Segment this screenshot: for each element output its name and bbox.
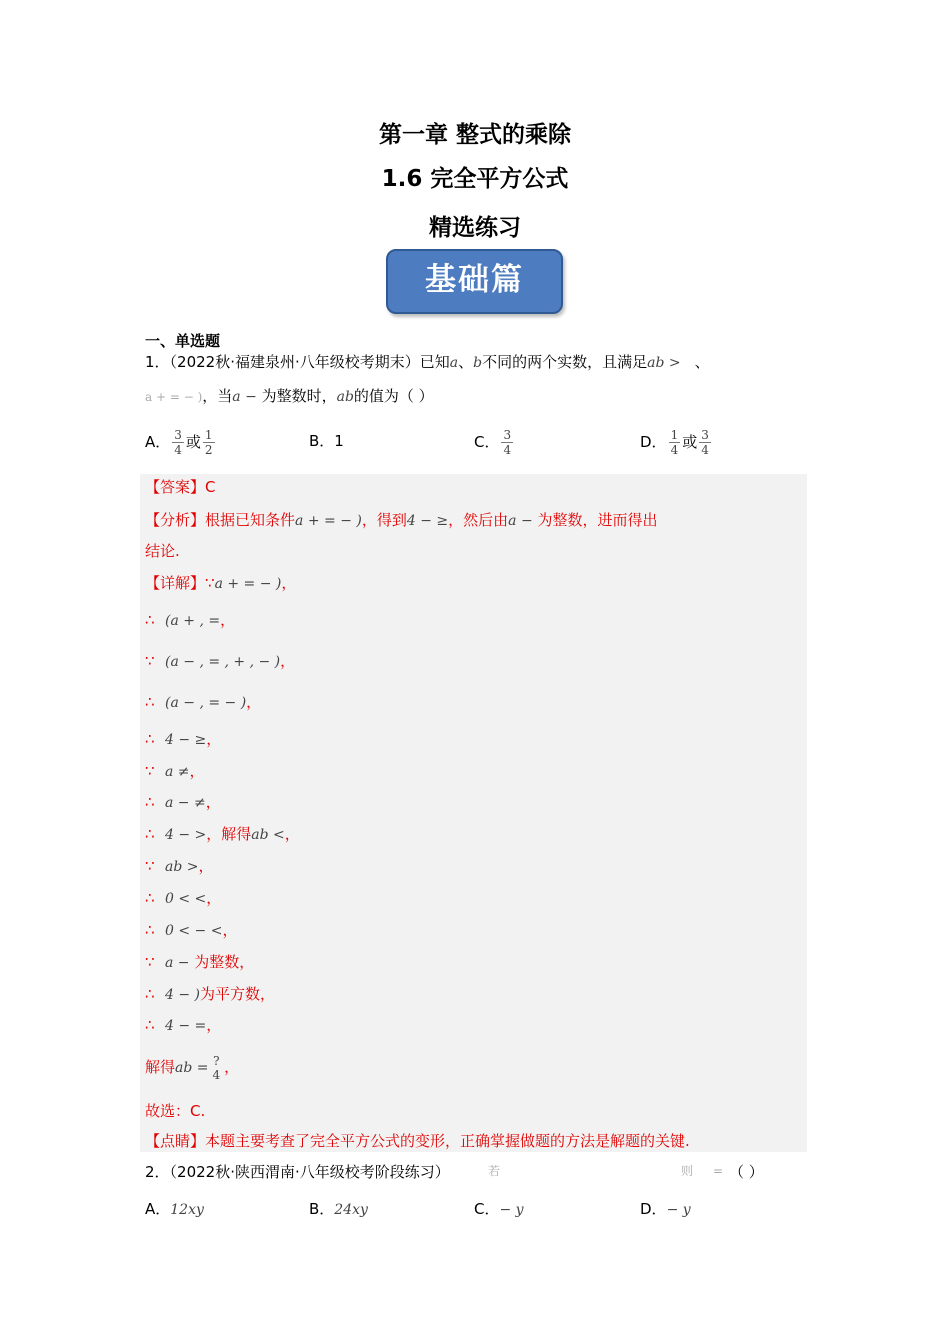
question-1-line-1 — [145, 352, 710, 373]
math-expression: ab > — [165, 859, 199, 875]
step-symbol: ∴ — [145, 921, 155, 939]
section-title: 1.6 完全平方公式 — [381, 166, 569, 192]
fraction — [501, 428, 513, 457]
step-text: ， — [206, 1016, 222, 1034]
math-expression: b — [473, 355, 483, 371]
solution-step — [145, 610, 235, 631]
option-label: C． — [474, 433, 500, 451]
step-symbol: ∴ — [145, 793, 155, 811]
fraction-numerator: 3 — [701, 428, 709, 442]
step-symbol: ∵ — [145, 857, 155, 875]
step-text: ， — [206, 889, 222, 907]
option-label: D． — [640, 1200, 667, 1218]
solution-step — [145, 920, 237, 941]
math-expression: = — [713, 1164, 724, 1178]
option-text: 或 — [682, 433, 698, 451]
math-expression: a − — [232, 389, 257, 405]
step-text: ， — [189, 762, 205, 780]
solution-step — [145, 888, 221, 909]
final-result-line — [145, 1050, 239, 1085]
fraction — [203, 428, 215, 457]
option-a[interactable] — [145, 428, 217, 457]
step-text: ，解得 — [206, 825, 252, 843]
math-expression: (a − , = , + , − ) — [165, 654, 281, 670]
fraction-denominator: 4 — [212, 1067, 221, 1082]
option-label: B． — [309, 1200, 335, 1218]
level-badge — [386, 249, 563, 314]
answer-line — [145, 477, 216, 497]
question-1-line-2 — [145, 386, 434, 407]
fraction-denominator: 2 — [204, 443, 213, 457]
fraction-numerator: ? — [213, 1053, 220, 1068]
math-expression: (a − , = − ) — [165, 695, 247, 711]
question-text: 、 — [458, 353, 474, 371]
math-expression: a ≠ — [165, 764, 190, 780]
option-label: A． — [145, 433, 171, 451]
math-expression: 4 − ≥ — [406, 513, 449, 529]
math-expression: 4 − > — [165, 827, 207, 843]
option-label: D． — [640, 433, 667, 451]
step-text: 为平方数， — [200, 985, 276, 1003]
page-subtitle: 精选练习 — [429, 215, 521, 241]
fraction-denominator: 4 — [701, 443, 709, 457]
option-text: − y — [499, 1202, 524, 1218]
option-text: 或 — [185, 433, 201, 451]
option-c[interactable] — [474, 1199, 524, 1220]
step-text: ， — [222, 921, 238, 939]
fraction-denominator: 4 — [670, 443, 679, 457]
math-expression: 0 < < — [165, 891, 207, 907]
detail-line — [145, 573, 296, 594]
step-symbol: ∴ — [145, 693, 155, 711]
math-expression: a − ≠ — [165, 795, 206, 811]
analysis-text: 根据已知条件 — [205, 511, 296, 529]
step-symbol: ∵ — [145, 652, 155, 670]
option-text: 12xy — [170, 1202, 204, 1218]
option-b[interactable] — [309, 431, 344, 451]
fraction-numerator: 1 — [670, 428, 679, 442]
step-symbol: ∵ — [145, 953, 155, 971]
option-c[interactable] — [474, 428, 515, 457]
math-expression: a + = − ) — [214, 576, 282, 592]
option-text: 1 — [334, 432, 344, 450]
step-symbol: ∴ — [145, 730, 155, 748]
math-expression: a + = − ) — [145, 390, 203, 404]
step-text: ， — [246, 693, 262, 711]
solution-step — [145, 984, 275, 1005]
question-source: （2022秋·陕西渭南·八年级校考阶段练习） — [169, 1163, 450, 1181]
comment-text: 本题主要考查了完全平方公式的变形，正确掌握做题的方法是解题的关键. — [205, 1132, 690, 1150]
analysis-line — [145, 510, 657, 531]
math-expression: ab < — [251, 827, 285, 843]
question-text: 为整数时， — [256, 387, 337, 405]
step-symbol: ∴ — [145, 985, 155, 1003]
step-symbol: ∴ — [145, 1016, 155, 1034]
solution-step — [145, 761, 205, 782]
step-symbol: ∴ — [145, 611, 155, 629]
detail-label: 【详解】 — [145, 574, 206, 592]
math-expression: a − — [508, 513, 533, 529]
solution-step — [145, 824, 300, 845]
fraction — [172, 428, 184, 457]
question-number: 1． — [145, 353, 170, 371]
analysis-text: ，得到 — [361, 511, 407, 529]
solution-step — [145, 792, 221, 813]
math-expression: 4 − ) — [165, 987, 200, 1003]
math-expression: a — [449, 355, 459, 371]
answer-value: C — [205, 478, 216, 496]
option-a[interactable] — [145, 1199, 204, 1220]
solution-step — [145, 729, 221, 750]
step-text: 解得 — [145, 1058, 176, 1076]
comment-label: 【点睛】 — [145, 1132, 206, 1150]
fraction — [699, 428, 711, 457]
step-text: ， — [206, 730, 222, 748]
option-label: C． — [474, 1200, 500, 1218]
question-text: 的值为（ ） — [353, 387, 434, 405]
question-number: 2． — [145, 1163, 170, 1181]
option-b[interactable] — [309, 1199, 368, 1220]
question-text: 、 — [694, 353, 710, 371]
step-text: ， — [205, 793, 221, 811]
fraction-denominator: 4 — [174, 443, 182, 457]
math-expression: 则 — [681, 1164, 694, 1178]
step-symbol: ∵ — [145, 762, 155, 780]
choice-line: 故选：C. — [145, 1102, 206, 1120]
solution-step — [145, 651, 295, 672]
option-label: A． — [145, 1200, 171, 1218]
step-text: ， — [198, 857, 214, 875]
option-d[interactable] — [640, 1199, 691, 1220]
option-label: B． — [309, 432, 335, 450]
solution-step — [145, 856, 214, 877]
step-symbol: ∴ — [145, 825, 155, 843]
step-symbol: ∴ — [145, 889, 155, 907]
analysis-label: 【分析】 — [145, 511, 206, 529]
option-text: 24xy — [334, 1202, 368, 1218]
answer-blank: （ ） — [729, 1163, 764, 1181]
fraction-numerator: 1 — [204, 428, 213, 442]
question-source: （2022秋·福建泉州·八年级校考期末）已知 — [169, 353, 450, 371]
math-expression: (a + , = — [165, 613, 221, 629]
math-expression: 4 − ≥ — [165, 732, 207, 748]
solution-step — [145, 1015, 221, 1036]
step-text: ， — [281, 574, 297, 592]
section-heading: 一、单选题 — [145, 332, 221, 350]
fraction-numerator: 3 — [174, 428, 182, 442]
question-text: 不同的两个实数，且满足 — [482, 353, 648, 371]
math-expression: a − — [165, 955, 190, 971]
solution-step — [145, 692, 261, 713]
level-badge-label: 基础篇 — [425, 262, 524, 298]
analysis-text: ，然后由 — [448, 511, 509, 529]
step-text: 为整数， — [189, 953, 255, 971]
because-symbol: ∵ — [205, 574, 215, 592]
solution-step — [145, 952, 254, 973]
fraction-denominator: 4 — [503, 443, 512, 457]
fraction — [669, 428, 681, 457]
math-expression: 若 — [488, 1164, 501, 1178]
question-2-line-1 — [145, 1162, 450, 1182]
comment-line — [145, 1131, 690, 1151]
chapter-title: 第一章 整式的乘除 — [378, 122, 571, 148]
answer-label: 【答案】 — [145, 478, 206, 496]
step-text: ， — [220, 611, 236, 629]
option-text: − y — [666, 1202, 691, 1218]
fraction — [211, 1054, 223, 1082]
math-expression: ab = — [175, 1060, 209, 1076]
math-expression: ab — [336, 389, 354, 405]
math-expression: 0 < − < — [165, 923, 223, 939]
fraction-numerator: 3 — [503, 428, 512, 442]
analysis-line-2: 结论. — [145, 542, 180, 560]
step-text: ， — [280, 652, 296, 670]
question-text: ，当 — [202, 387, 233, 405]
option-d[interactable] — [640, 428, 713, 457]
math-expression: ab > — [647, 355, 681, 371]
step-text: ， — [284, 825, 300, 843]
math-expression: 4 − = — [165, 1018, 207, 1034]
step-text: ， — [224, 1058, 240, 1076]
math-expression: a + = − ) — [295, 513, 362, 529]
analysis-text: 为整数，进而得出 — [532, 511, 658, 529]
